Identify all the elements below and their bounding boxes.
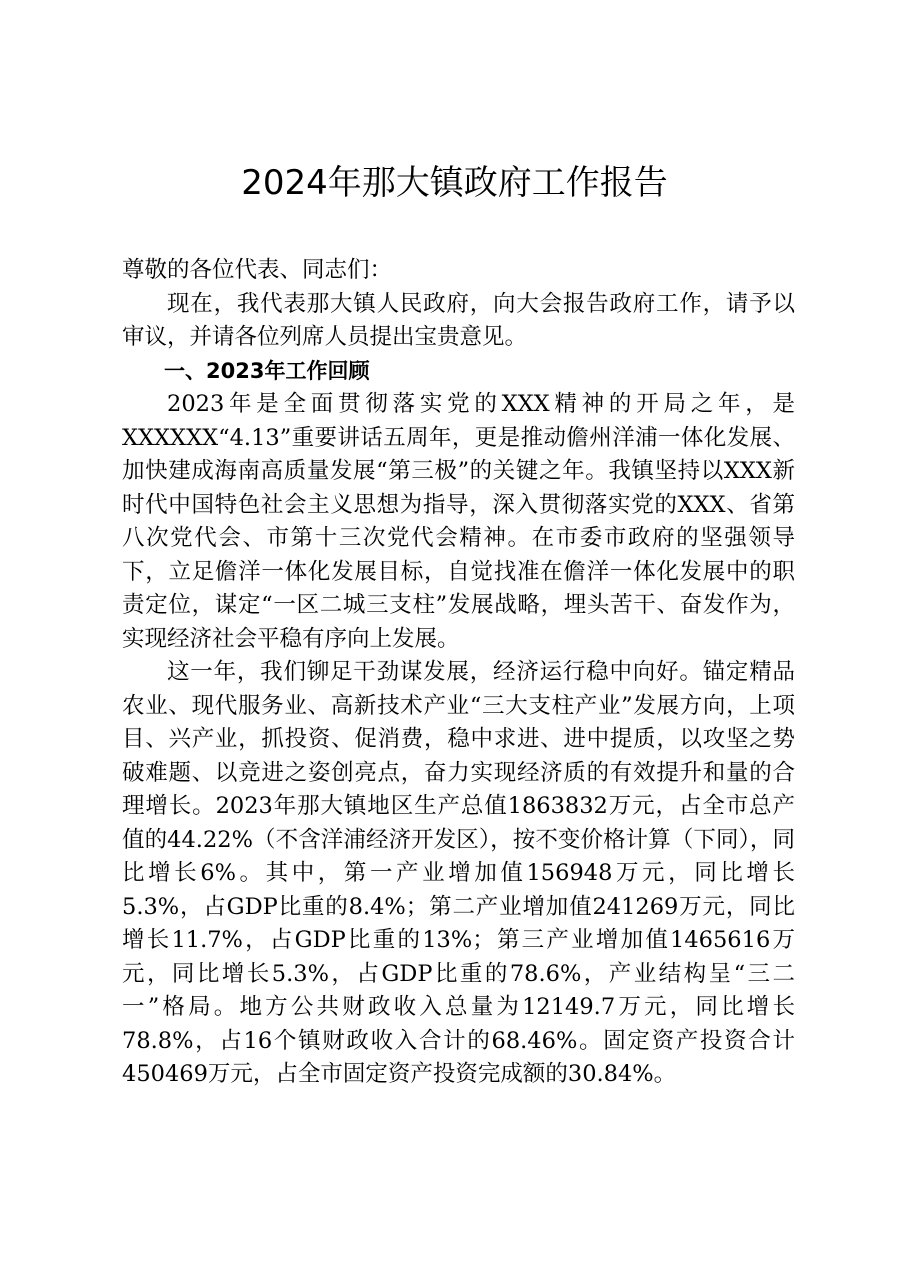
intro-paragraph: 现在，我代表那大镇人民政府，向大会报告政府工作，请予以审议，并请各位列席人员提出宝贵意见。 — [122, 290, 795, 350]
document-body — [122, 254, 795, 1092]
economy-paragraph: 这一年，我们铆足干劲谋发展，经济运行稳中向好。锚定精品农业、现代服务业、高新技术产业“三大支柱产业”发展方向，上项目、兴产业，抓投资、促消费，稳中求进、进中提质，以攻坚之势破难题、以竞进之姿创亮点，奋力实现经济质的有效提升和量的合理增长。2023年那大镇地区生产总值1863832万元，占全市总产值的44.22%（不含洋浦经济开发区），按不变价格计算（下同），同比增长6%。其中，第一产业增加值156948万元，同比增长5.3%，占GDP比重的8.4%；第二产业增加值241269万元，同比增长11.7%，占GDP比重的13%；第三产业增加值1465616万元，同比增长5.3%，占GDP比重的78.6%，产业结构呈“三二一”格局。地方公共财政收入总量为12149.7万元，同比增长78.8%，占16个镇财政收入合计的68.46%。固定资产投资合计450469万元，占全市固定资产投资完成额的30.84%。 — [122, 659, 795, 1087]
document-title: 2024年那大镇政府工作报告 — [241, 163, 668, 203]
salutation: 尊敬的各位代表、同志们： — [122, 257, 393, 283]
overview-paragraph: 2023年是全面贯彻落实党的XXX精神的开局之年，是XXXXXX“4.13”重要讲话五周年，更是推动儋州洋浦一体化发展、加快建成海南高质量发展“第三极”的关键之年。我镇坚持以XXX新时代中国特色社会主义思想为指导，深入贯彻落实党的XXX、省第八次党代会、市第十三次党代会精神。在市委市政府的坚强领导下，立足儋洋一体化发展目标，自觉找准在儋洋一体化发展中的职责定位，谋定“一区二城三支柱”发展战略，埋头苦干、奋发作为，实现经济社会平稳有序向上发展。 — [122, 391, 795, 652]
section-heading: 一、2023年工作回顾 — [164, 358, 370, 383]
